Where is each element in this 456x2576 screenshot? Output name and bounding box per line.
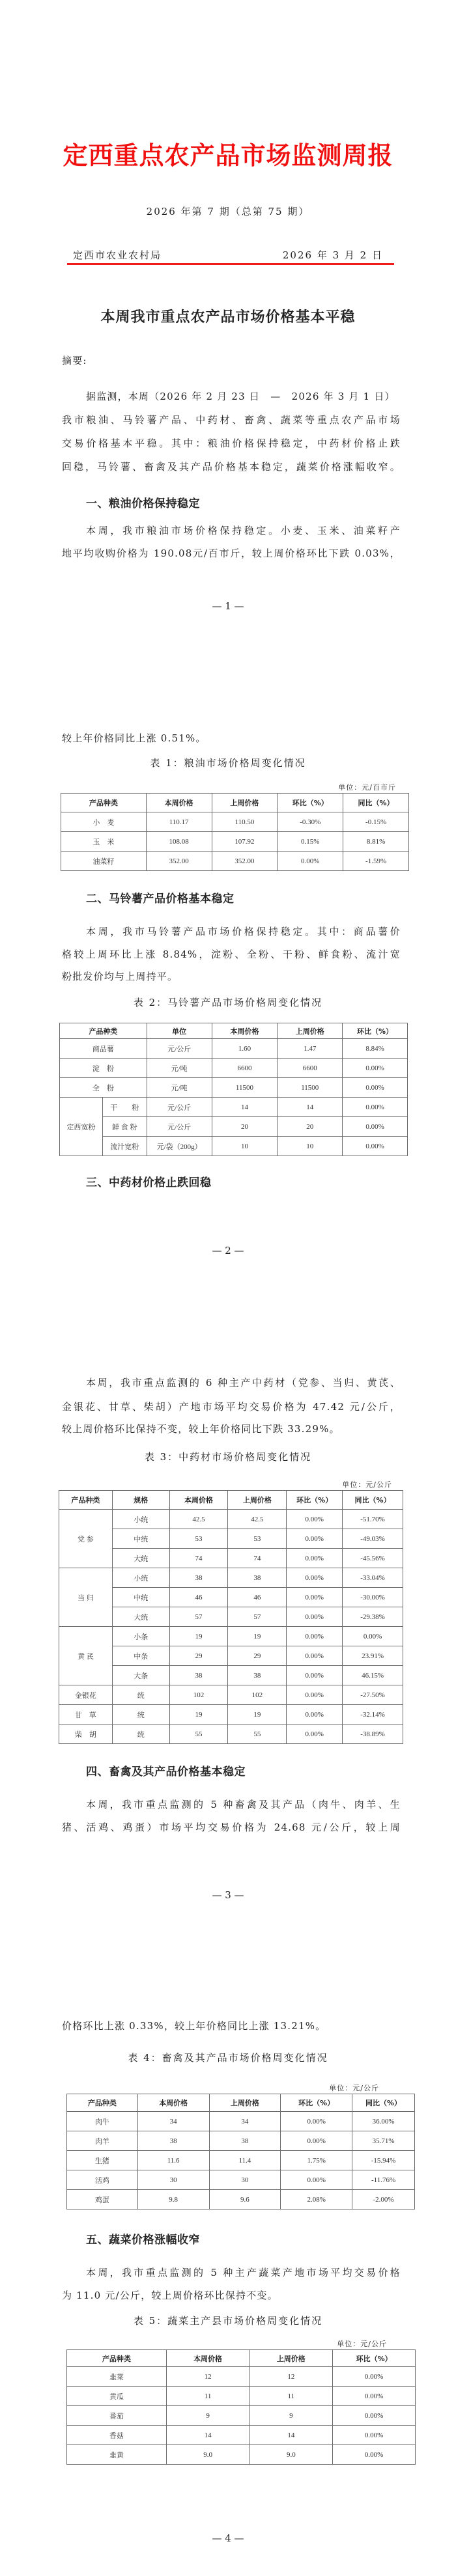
table-cell: 10	[278, 1137, 343, 1156]
table-row	[60, 1078, 408, 1098]
table-cell: 29	[169, 1646, 228, 1666]
table-cell: 9.0	[249, 2445, 333, 2465]
table-cell: 34	[137, 2112, 209, 2131]
column-header: 规格	[112, 1491, 169, 1510]
column-header: 环比（%）	[333, 2350, 416, 2367]
table-cell: 0.00%	[287, 1510, 343, 1529]
table-cell: 番茄	[67, 2406, 167, 2426]
table-cell: 46	[228, 1588, 287, 1607]
table-cell: 0.00%	[287, 1568, 343, 1588]
issue-number: 2026 年第 7 期（总第 75 期）	[146, 206, 310, 217]
table-cell: -51.70%	[343, 1510, 403, 1529]
table-cell: 0.00%	[343, 1627, 403, 1646]
table-cell: 生猪	[67, 2151, 138, 2170]
table-cell: 46	[169, 1588, 228, 1607]
table-cell: 0.00%	[333, 2367, 416, 2387]
paragraph-line: 格较上周环比上涨 8.84%，淀粉、全粉、干粉、鲜食粉、流汁宽	[62, 949, 401, 960]
column-header: 产品种类	[67, 2094, 138, 2112]
section-heading-livestock: 四、畜禽及其产品价格基本稳定	[86, 1766, 246, 1779]
table-cell: 鸡蛋	[67, 2190, 138, 2209]
paragraph-line: 较上周价格环比保持不变，较上年价格同比下跌 33.29%。	[62, 1423, 340, 1435]
table-cell: -29.38%	[343, 1607, 403, 1627]
table-cell: 0.00%	[333, 2406, 416, 2426]
table-cell: 全 粉	[60, 1078, 147, 1098]
table-cell: 黄瓜	[67, 2387, 167, 2406]
table-cell: 鲜 食 粉	[102, 1117, 147, 1137]
summary-line: 我市粮油、马铃薯产品、中药材、畜禽、蔬菜等重点农产品市场	[62, 414, 401, 426]
table-cell: 0.00%	[287, 1666, 343, 1685]
table-cell: 108.08	[146, 832, 212, 852]
table-caption: 表 4：畜禽及其产品市场价格周变化情况	[128, 2052, 328, 2064]
table-cell: -27.50%	[343, 1685, 403, 1705]
table-cell: 9	[166, 2406, 249, 2426]
table-cell: 活鸡	[67, 2170, 138, 2190]
page-number: — 4 —	[212, 2532, 244, 2544]
table-cell: 30	[137, 2170, 209, 2190]
table-row	[67, 2426, 416, 2445]
table-cell: 9	[249, 2406, 333, 2426]
table-cell: -38.89%	[343, 1724, 403, 1744]
table-row	[67, 2170, 415, 2190]
table-cell: 0.00%	[287, 1685, 343, 1705]
column-header: 上周价格	[209, 2094, 281, 2112]
paragraph-line: 金银花、甘草、柴胡）产地市场平均交易价格为 47.42 元/公斤，	[62, 1401, 401, 1413]
column-header: 本周价格	[137, 2094, 209, 2112]
column-header: 产品种类	[67, 2350, 167, 2367]
table-cell: 干 粉	[102, 1098, 147, 1117]
table-cell: 0.15%	[278, 832, 343, 852]
table-cell: 1.47	[278, 1039, 343, 1059]
column-header: 产品种类	[60, 1023, 147, 1039]
table-cell: 8.81%	[343, 832, 409, 852]
table-row	[67, 2112, 415, 2131]
table-row	[60, 1098, 408, 1117]
table-row	[67, 2406, 416, 2426]
table-cell: 0.00%	[287, 1724, 343, 1744]
paragraph-line: 本周，我市马铃薯产品市场价格保持稳定。其中：商品薯价	[86, 926, 401, 937]
table-unit: 单位：元/公斤	[337, 2340, 387, 2348]
table-cell: 74	[169, 1549, 228, 1568]
table-cell: 110.50	[212, 812, 278, 832]
herb-price-table	[59, 1490, 403, 1744]
column-header: 同比（%）	[343, 1491, 403, 1510]
paragraph-line: 粉批发价均与上周持平。	[62, 971, 178, 982]
group-label: 定西宽粉	[60, 1098, 103, 1156]
table-cell: 0.00%	[287, 1549, 343, 1568]
paragraph-line: 地平均收购价格为 190.08元/百市斤，较上周价格环比下跌 0.03%，	[62, 547, 401, 559]
table-unit: 单位：元/公斤	[329, 2084, 379, 2092]
table-cell: 38	[169, 1568, 228, 1588]
table-cell: 韭黄	[67, 2445, 167, 2465]
table-row	[59, 1568, 403, 1588]
table-cell: 肉羊	[67, 2131, 138, 2151]
table-cell: 12	[249, 2367, 333, 2387]
table-cell: 0.00%	[343, 1059, 408, 1078]
summary-line: 据监测，本周（2026 年 2 月 23 日 — 2026 年 3 月 1 日）	[86, 391, 395, 402]
table-cell: 42.5	[169, 1510, 228, 1529]
table-cell: 352.00	[146, 852, 212, 871]
table-cell: 流汁宽粉	[102, 1137, 147, 1156]
column-header: 同比（%）	[352, 2094, 415, 2112]
table-cell: 大统	[112, 1607, 169, 1627]
summary-line: 交易价格基本平稳。其中：粮油价格保持稳定，中药材价格止跌	[62, 437, 401, 449]
paragraph-line: 较上年价格同比上涨 0.51%。	[62, 732, 207, 744]
table-cell: 统	[112, 1724, 169, 1744]
section-heading-potato: 二、马铃薯产品价格基本稳定	[86, 893, 235, 906]
paragraph-line: 价格环比上涨 0.33%，较上年价格同比上涨 13.21%。	[62, 2020, 326, 2032]
column-header: 同比（%）	[343, 794, 409, 812]
table-cell: 0.00%	[281, 2112, 352, 2131]
section-heading-vegetables: 五、蔬菜价格涨幅收窄	[86, 2234, 200, 2247]
table-cell: -0.30%	[278, 812, 343, 832]
table-cell: 20	[278, 1117, 343, 1137]
table-cell: 2.08%	[281, 2190, 352, 2209]
table-row	[67, 2445, 416, 2465]
table-cell: 14	[249, 2426, 333, 2445]
table-row	[60, 1059, 408, 1078]
table-cell: 10	[212, 1137, 278, 1156]
table-cell: 韭菜	[67, 2367, 167, 2387]
table-cell: -49.03%	[343, 1529, 403, 1549]
table-cell: 0.00%	[343, 1137, 408, 1156]
table-cell: 0.00%	[278, 852, 343, 871]
table-row	[59, 1510, 403, 1529]
table-cell: 元/吨	[147, 1078, 212, 1098]
page-number: — 2 —	[212, 1245, 244, 1256]
table-cell: 46.15%	[343, 1666, 403, 1685]
table-cell: 102	[228, 1685, 287, 1705]
table-cell: -32.14%	[343, 1705, 403, 1724]
table-caption: 表 5：蔬菜主产县市场价格周变化情况	[133, 2315, 323, 2327]
section-heading-grain: 一、粮油价格保持稳定	[86, 497, 200, 510]
table-cell: 0.00%	[333, 2387, 416, 2406]
table-row	[59, 1724, 403, 1744]
group-label: 金银花	[59, 1685, 113, 1705]
livestock-price-table	[66, 2094, 415, 2209]
table-cell: 19	[169, 1705, 228, 1724]
table-cell: 0.00%	[333, 2445, 416, 2465]
table-cell: -30.00%	[343, 1588, 403, 1607]
table-cell: 中统	[112, 1588, 169, 1607]
column-header: 产品种类	[59, 1491, 113, 1510]
paragraph-line: 本周，我市重点监测的 6 种主产中药材（党参、当归、黄芪、	[86, 1377, 401, 1389]
table-unit: 单位：元/公斤	[342, 1480, 392, 1489]
column-header: 上周价格	[212, 794, 278, 812]
table-cell: 74	[228, 1549, 287, 1568]
table-cell: 38	[137, 2131, 209, 2151]
column-header: 本周价格	[212, 1023, 278, 1039]
table-cell: 0.00%	[287, 1705, 343, 1724]
table-cell: 小 麦	[61, 812, 147, 832]
table-cell: 统	[112, 1705, 169, 1724]
page-number: — 1 —	[212, 600, 244, 612]
table-cell: 0.00%	[287, 1627, 343, 1646]
table-row	[61, 812, 409, 832]
column-header: 上周价格	[249, 2350, 333, 2367]
table-row	[60, 1039, 408, 1059]
table-cell: 小条	[112, 1627, 169, 1646]
vegetable-price-table	[66, 2349, 416, 2465]
table-cell: 29	[228, 1646, 287, 1666]
headline: 本周我市重点农产品市场价格基本平稳	[100, 309, 356, 325]
paragraph-line: 猪、活鸡、鸡蛋）市场平均交易价格为 24.68 元/公斤，较上周	[62, 1821, 401, 1833]
table-cell: 11.4	[209, 2151, 281, 2170]
table-cell: -15.94%	[352, 2151, 415, 2170]
table-cell: 11.6	[137, 2151, 209, 2170]
group-label: 柴 胡	[59, 1724, 113, 1744]
table-cell: 35.71%	[352, 2131, 415, 2151]
table-cell: 53	[169, 1529, 228, 1549]
group-label: 当 归	[59, 1568, 113, 1627]
table-cell: 55	[169, 1724, 228, 1744]
table-row	[59, 1705, 403, 1724]
table-cell: -11.76%	[352, 2170, 415, 2190]
table-cell: 0.00%	[287, 1529, 343, 1549]
group-label: 黄 芪	[59, 1627, 113, 1685]
table-row	[67, 2190, 415, 2209]
table-cell: 玉 米	[61, 832, 147, 852]
table-cell: 38	[169, 1666, 228, 1685]
table-cell: 11500	[212, 1078, 278, 1098]
table-cell: 1.60	[212, 1039, 278, 1059]
table-cell: 19	[169, 1627, 228, 1646]
table-cell: 14	[278, 1098, 343, 1117]
group-label: 甘 草	[59, 1705, 113, 1724]
column-header: 上周价格	[228, 1491, 287, 1510]
column-header: 环比（%）	[343, 1023, 408, 1039]
column-header: 单位	[147, 1023, 212, 1039]
table-cell: 元/公斤	[147, 1098, 212, 1117]
table-cell: 19	[228, 1627, 287, 1646]
table-row	[59, 1627, 403, 1646]
table-cell: 36.00%	[352, 2112, 415, 2131]
table-cell: 0.00%	[281, 2170, 352, 2190]
table-cell: 9.8	[137, 2190, 209, 2209]
table-cell: -0.15%	[343, 812, 409, 832]
table-cell: 38	[228, 1666, 287, 1685]
table-cell: 小统	[112, 1568, 169, 1588]
table-cell: 中统	[112, 1529, 169, 1549]
table-cell: 55	[228, 1724, 287, 1744]
table-cell: -33.04%	[343, 1568, 403, 1588]
page-number: — 3 —	[212, 1889, 244, 1901]
table-cell: 元/袋（200g）	[147, 1137, 212, 1156]
table-cell: 38	[209, 2131, 281, 2151]
table-cell: 香菇	[67, 2426, 167, 2445]
column-header: 本周价格	[146, 794, 212, 812]
table-cell: 19	[228, 1705, 287, 1724]
summary-label: 摘要:	[62, 355, 87, 367]
table-cell: 0.00%	[343, 1098, 408, 1117]
table-cell: 0.00%	[343, 1117, 408, 1137]
table-cell: 57	[228, 1607, 287, 1627]
report-title: 定西重点农产品市场监测周报	[63, 141, 393, 170]
paragraph-line: 本周，我市粮油市场价格保持稳定。小麦、玉米、油菜籽产	[86, 525, 401, 536]
table-cell: 20	[212, 1117, 278, 1137]
table-cell: 107.92	[212, 832, 278, 852]
column-header: 产品种类	[61, 794, 147, 812]
table-cell: 53	[228, 1529, 287, 1549]
table-cell: 57	[169, 1607, 228, 1627]
table-cell: 12	[166, 2367, 249, 2387]
table-row	[67, 2151, 415, 2170]
table-cell: 0.00%	[287, 1588, 343, 1607]
table-unit: 单位：元/百市斤	[338, 783, 396, 792]
table-cell: 中条	[112, 1646, 169, 1666]
column-header: 本周价格	[169, 1491, 228, 1510]
column-header: 本周价格	[166, 2350, 249, 2367]
issuing-agency: 定西市农业农村局	[73, 249, 162, 261]
section-heading-herbs: 三、中药材价格止跌回稳	[86, 1176, 212, 1189]
table-cell: 0.00%	[287, 1646, 343, 1666]
column-header: 环比（%）	[287, 1491, 343, 1510]
header-divider	[67, 263, 394, 265]
table-cell: 元/公斤	[147, 1039, 212, 1059]
summary-line: 回稳，马铃薯、畜禽及其产品价格基本稳定，蔬菜价格涨幅收窄。	[62, 461, 401, 473]
table-cell: 大条	[112, 1666, 169, 1685]
potato-price-table	[59, 1023, 408, 1156]
paragraph-line: 本周，我市重点监测的 5 种畜禽及其产品（肉牛、肉羊、生	[86, 1799, 401, 1810]
table-cell: 11	[249, 2387, 333, 2406]
table-cell: -45.56%	[343, 1549, 403, 1568]
table-cell: 14	[212, 1098, 278, 1117]
table-cell: 0.00%	[343, 1078, 408, 1098]
column-header: 环比（%）	[281, 2094, 352, 2112]
table-cell: 0.00%	[287, 1607, 343, 1627]
table-cell: 元/吨	[147, 1059, 212, 1078]
table-cell: 30	[209, 2170, 281, 2190]
table-row	[60, 1117, 408, 1137]
table-cell: 小统	[112, 1510, 169, 1529]
table-cell: 淀 粉	[60, 1059, 147, 1078]
table-cell: 23.91%	[343, 1646, 403, 1666]
table-cell: 商品薯	[60, 1039, 147, 1059]
group-label: 党 参	[59, 1510, 113, 1568]
grain-price-table	[61, 793, 409, 871]
table-cell: 元/公斤	[147, 1117, 212, 1137]
table-cell: 9.0	[166, 2445, 249, 2465]
table-cell: -1.59%	[343, 852, 409, 871]
table-cell: 6600	[212, 1059, 278, 1078]
table-cell: 11	[166, 2387, 249, 2406]
table-row	[67, 2367, 416, 2387]
table-cell: -2.00%	[352, 2190, 415, 2209]
table-cell: 6600	[278, 1059, 343, 1078]
table-cell: 34	[209, 2112, 281, 2131]
table-cell: 42.5	[228, 1510, 287, 1529]
table-cell: 14	[166, 2426, 249, 2445]
table-cell: 0.00%	[333, 2426, 416, 2445]
table-cell: 38	[228, 1568, 287, 1588]
publish-date: 2026 年 3 月 2 日	[282, 249, 383, 261]
table-cell: 11500	[278, 1078, 343, 1098]
table-cell: 9.6	[209, 2190, 281, 2209]
table-row	[67, 2387, 416, 2406]
column-header: 上周价格	[278, 1023, 343, 1039]
table-cell: 油菜籽	[61, 852, 147, 871]
table-cell: 肉牛	[67, 2112, 138, 2131]
table-row	[59, 1685, 403, 1705]
table-cell: 1.75%	[281, 2151, 352, 2170]
table-cell: 352.00	[212, 852, 278, 871]
table-row	[61, 832, 409, 852]
column-header: 环比（%）	[278, 794, 343, 812]
table-cell: 0.00%	[281, 2131, 352, 2151]
table-cell: 大统	[112, 1549, 169, 1568]
table-row	[61, 852, 409, 871]
table-cell: 8.84%	[343, 1039, 408, 1059]
table-row	[60, 1137, 408, 1156]
table-row	[67, 2131, 415, 2151]
table-cell: 110.17	[146, 812, 212, 832]
table-caption: 表 3：中药材市场价格周变化情况	[144, 1451, 312, 1463]
table-cell: 统	[112, 1685, 169, 1705]
paragraph-line: 本周，我市重点监测的 5 种主产蔬菜产地市场平均交易价格	[86, 2267, 401, 2278]
table-cell: 102	[169, 1685, 228, 1705]
paragraph-line: 为 11.0 元/公斤，较上周价格环比保持不变。	[62, 2290, 278, 2301]
table-caption: 表 2：马铃薯产品市场价格周变化情况	[133, 997, 323, 1008]
table-caption: 表 1：粮油市场价格周变化情况	[150, 757, 306, 769]
